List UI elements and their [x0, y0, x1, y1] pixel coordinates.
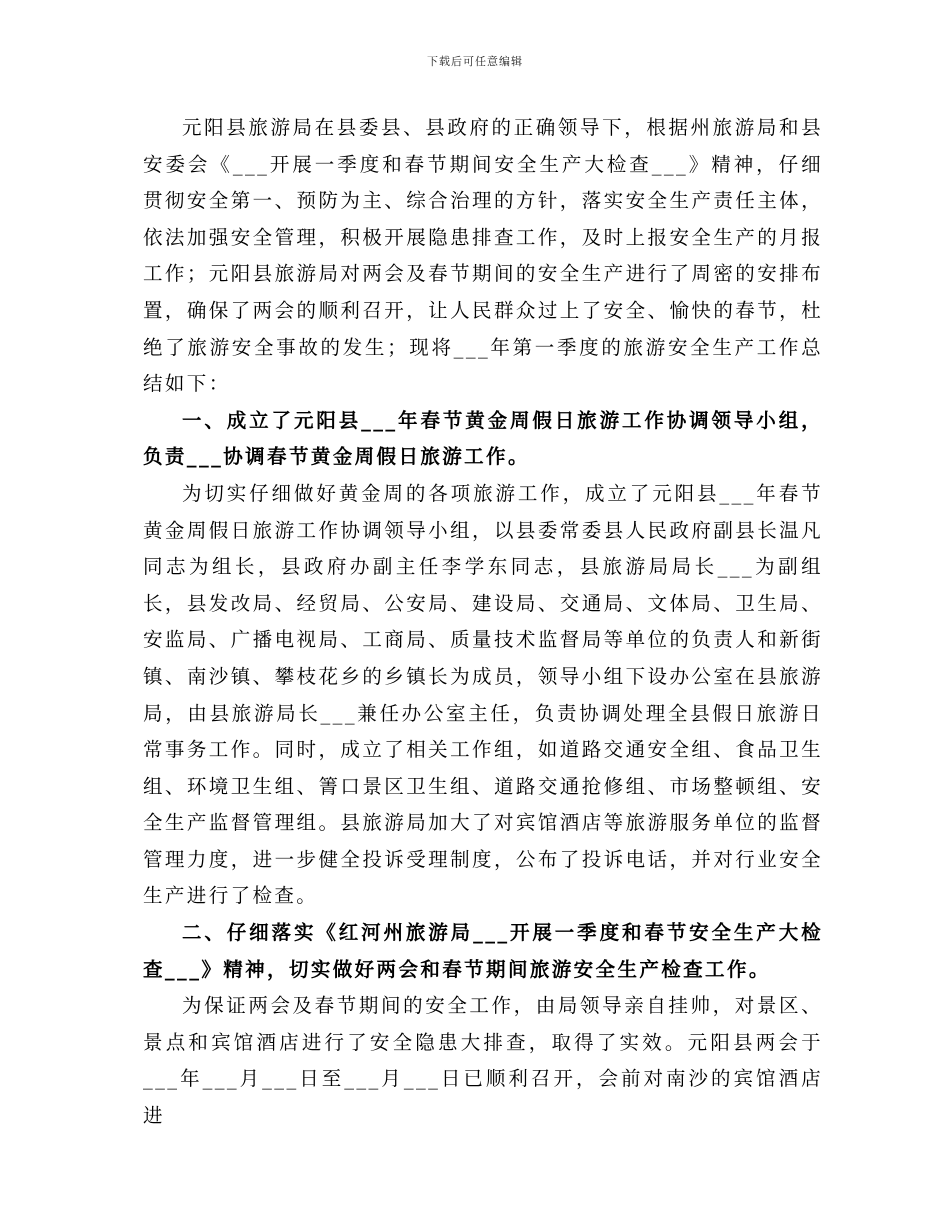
section-heading-2: 二、仔细落实《红河州旅游局___开展一季度和春节安全生产大检查___》精神，切实做好两会和春节期间旅游安全生产检查工作。	[143, 921, 823, 981]
document-body	[143, 110, 823, 1135]
section-heading-1: 一、成立了元阳县___年春节黄金周假日旅游工作协调领导小组，负责___协调春节黄金周假日旅游工作。	[143, 408, 823, 469]
paragraph-intro: 元阳县旅游局在县委县、县政府的正确领导下，根据州旅游局和县安委会《___开展一季度和春节期间安全生产大检查___》精神，仔细贯彻安全第一、预防为主、综合治理的方针，落实安全生产责任主体，依法加强安全管理，积极开展隐患排查工作，及时上报安全生产的月报工作；元阳县旅游局对两会及春节期间的安全生产进行了周密的安排布置，确保了两会的顺利召开，让人民群众过上了安全、愉快的春节，杜绝了旅游安全事故的发生；现将___年第一季度的旅游安全生产工作总结如下：	[143, 116, 823, 396]
paragraph-section-2: 为保证两会及春节期间的安全工作，由局领导亲自挂帅，对景区、景点和宾馆酒店进行了安全隐患大排查，取得了实效。元阳县两会于___年___月___日至___月___日已顺利召开，会前对南沙的宾馆酒店进	[143, 994, 823, 1128]
page-header: 下载后可任意编辑	[427, 55, 523, 68]
paragraph-section-1: 为切实仔细做好黄金周的各项旅游工作，成立了元阳县___年春节黄金周假日旅游工作协调领导小组，以县委常委县人民政府副县长温凡同志为组长，县政府办副主任李学东同志，县旅游局局长___为副组长，县发改局、经贸局、公安局、建设局、交通局、文体局、卫生局、安监局、广播电视局、工商局、质量技术监督局等单位的负责人和新街镇、南沙镇、攀枝花乡的乡镇长为成员，领导小组下设办公室在县旅游局，由县旅游局长___兼任办公室主任，负责协调处理全县假日旅游日常事务工作。同时，成立了相关工作组，如道路交通安全组、食品卫生组、环境卫生组、箐口景区卫生组、道路交通抢修组、市场整顿组、安全生产监督管理组。县旅游局加大了对宾馆酒店等旅游服务单位的监督管理力度，进一步健全投诉受理制度，公布了投诉电话，并对行业安全生产进行了检查。	[143, 481, 823, 908]
